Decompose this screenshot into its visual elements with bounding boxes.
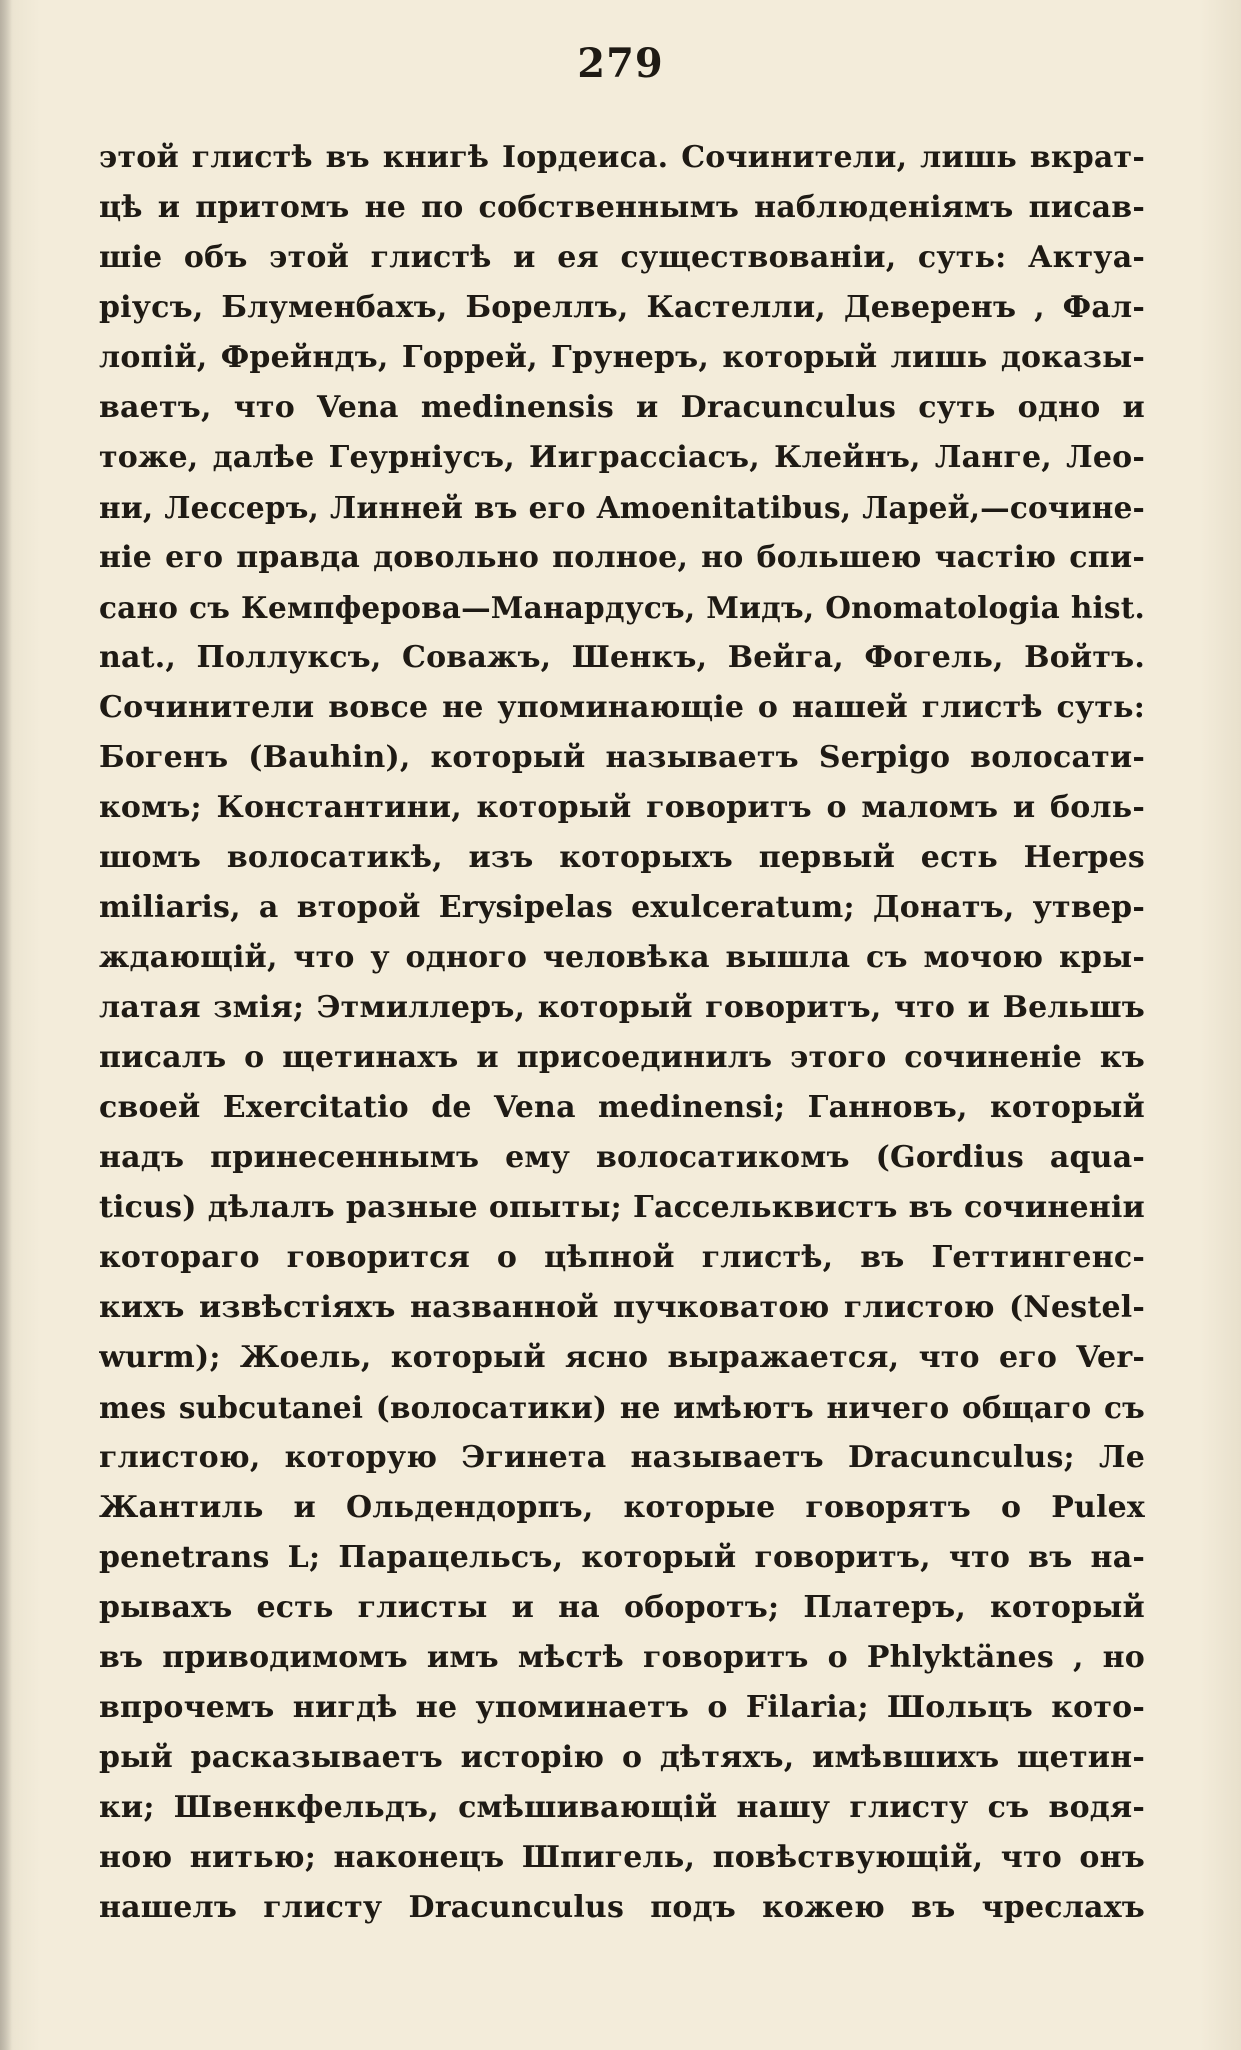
text-line: ждающій, что у одного человѣка вышла съ мочою кры- [99, 940, 1145, 975]
text-line: этой глистѣ въ книгѣ Іордеиса. Сочинители, лишь вкрат- [99, 140, 1145, 175]
text-line: рый расказываетъ исторію о дѣтяхъ, имѣвшихъ щетин- [99, 1740, 1145, 1775]
text-line: нашелъ глисту Dracunculus подъ кожею въ чреслахъ [99, 1890, 1145, 1925]
text-line: Богенъ (Bauhin), который называетъ Serpigo волосати- [99, 740, 1145, 775]
text-line: Сочинители вовсе не упоминающіе о нашей глистѣ суть: [99, 690, 1145, 725]
text-line: надъ принесеннымъ ему волосатикомъ (Gordius aqua- [99, 1140, 1145, 1175]
text-line: цѣ и притомъ не по собственнымъ наблюденіямъ писав- [99, 190, 1145, 225]
text-line: глистою, которую Эгинета называетъ Dracunculus; Ле [99, 1440, 1145, 1475]
text-line: тоже, далѣе Геурніусъ, Ииграссіасъ, Клейнъ, Ланге, Лео- [99, 440, 1145, 475]
text-line: wurm); Жоель, который ясно выражается, что его Ver- [99, 1340, 1145, 1375]
gutter-shadow [0, 0, 12, 2050]
text-line: латая змія; Этмиллеръ, который говоритъ, что и Вельшъ [99, 990, 1145, 1025]
text-line: mes subcutanei (волосатики) не имѣютъ ничего общаго съ [99, 1390, 1145, 1425]
text-line: впрочемъ нигдѣ не упоминаетъ о Filaria; Шольцъ кото- [99, 1690, 1145, 1725]
text-line: nat., Поллуксъ, Соважъ, Шенкъ, Вейга, Фогель, Войтъ. [99, 640, 1145, 675]
text-line: ною нитью; наконецъ Шпигель, повѣствующій, что онъ [99, 1840, 1145, 1875]
text-line: кихъ извѣстіяхъ названной пучковатою глистою (Nestel- [99, 1290, 1145, 1325]
text-line: miliaris, а второй Erysipelas exulceratum; Донатъ, утвер- [99, 890, 1145, 925]
text-line: котораго говорится о цѣпной глистѣ, въ Геттингенс- [99, 1240, 1145, 1275]
text-line: шомъ волосатикѣ, изъ которыхъ первый есть Herpes [99, 840, 1145, 875]
text-line: penetrans L; Парацельсъ, который говоритъ, что въ на- [99, 1540, 1145, 1575]
text-line: рывахъ есть глисты и на оборотъ; Платеръ, который [99, 1590, 1145, 1625]
text-line: ваетъ, что Vena medinensis и Dracunculus суть одно и [99, 390, 1145, 425]
text-line: ticus) дѣлалъ разные опыты; Гассельквистъ въ сочиненіи [99, 1190, 1145, 1225]
page-number: 279 [577, 40, 664, 87]
text-line: лопій, Фрейндъ, Горрей, Грунеръ, который лишь доказы- [99, 340, 1145, 375]
text-line: сано съ Кемпферова—Манардусъ, Мидъ, Onomatologia hist. [99, 590, 1145, 625]
text-line: своей Exercitatio de Vena medinensi; Ганновъ, который [99, 1090, 1145, 1125]
text-line: ніе его правда довольно полное, но большею частію спи- [99, 540, 1145, 575]
text-line: Жантиль и Ольдендорпъ, которые говорятъ о Pulex [99, 1490, 1145, 1525]
text-line: въ приводимомъ имъ мѣстѣ говоритъ о Phlyktänes , но [99, 1640, 1145, 1675]
text-line: ки; Швенкфельдъ, смѣшивающій нашу глисту съ водя- [99, 1790, 1145, 1825]
text-line: писалъ о щетинахъ и присоединилъ этого сочиненіе къ [99, 1040, 1145, 1075]
text-line: ни, Лессеръ, Линней въ его Amoenitatibus, Ларей,—сочине- [99, 490, 1145, 525]
body-text [99, 133, 1145, 1933]
text-line: шіе объ этой глистѣ и ея существованіи, суть: Актуа- [99, 240, 1145, 275]
text-line: ріусъ, Блуменбахъ, Бореллъ, Кастелли, Деверенъ , Фал- [99, 290, 1145, 325]
text-line: комъ; Константини, который говоритъ о маломъ и боль- [99, 790, 1145, 825]
